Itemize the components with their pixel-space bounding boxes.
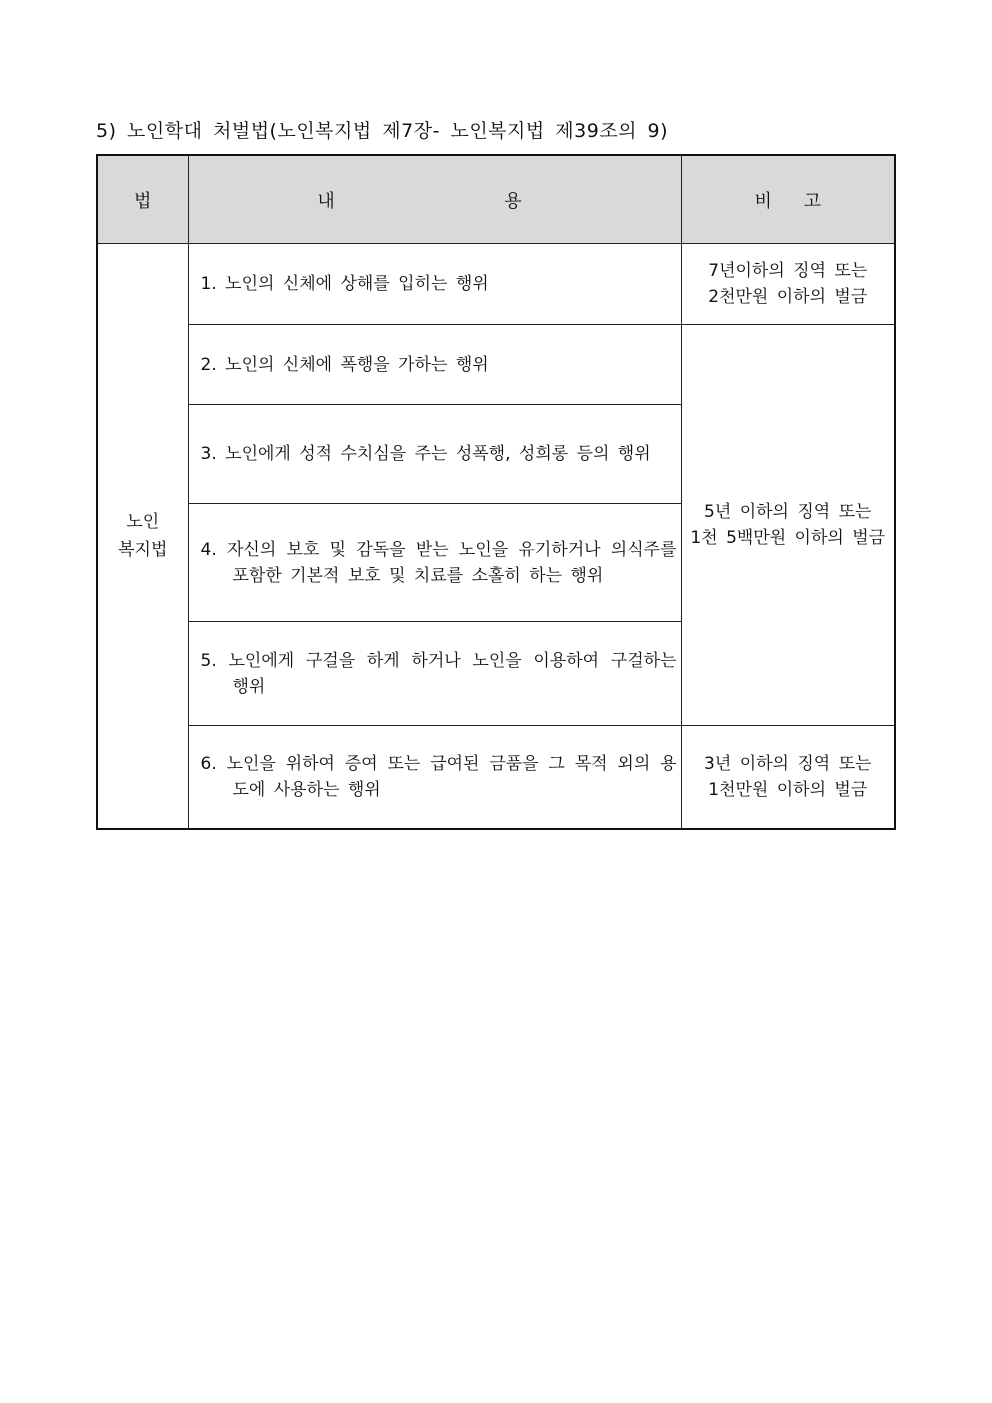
table-row (97, 244, 895, 325)
penalty-2-line-2: 1천 5백만원 이하의 벌금 (690, 528, 886, 548)
offense-item-2 (201, 352, 677, 378)
penalty-cell-2 (681, 325, 895, 726)
offense-text-1: 노인의 신체에 상해를 입히는 행위 (225, 274, 489, 294)
offense-item-3 (201, 441, 677, 467)
law-name-line-1: 노인 (126, 511, 160, 532)
law-name-line-2: 복지법 (118, 539, 168, 560)
header-content (188, 155, 681, 244)
offense-text-3: 노인에게 성적 수치심을 주는 성폭행, 성희롱 등의 행위 (225, 444, 651, 464)
header-content-label: 내 용 (317, 190, 552, 212)
offense-number-4: 4. (200, 539, 217, 560)
offense-text-2: 노인의 신체에 폭행을 가하는 행위 (225, 354, 489, 375)
offense-cell-1 (188, 244, 681, 325)
table-row (97, 726, 895, 829)
law-name-cell (97, 244, 188, 829)
offense-number-5: 5. (200, 650, 217, 671)
section-title: 5) 노인학대 처벌법(노인복지법 제7장- 노인복지법 제39조의 9) (96, 120, 669, 142)
penalty-3-line-2: 1천만원 이하의 벌금 (708, 779, 868, 800)
table-header-row (97, 155, 895, 244)
offense-cell-2 (188, 325, 681, 405)
header-note-label: 비 고 (754, 190, 821, 212)
offense-number-1: 1. (200, 274, 217, 294)
header-note (681, 155, 895, 244)
offense-item-5 (201, 648, 677, 700)
table-row (97, 325, 895, 405)
offense-number-3: 3. (200, 444, 217, 464)
offense-number-6: 6. (200, 753, 217, 774)
penalty-table (96, 154, 896, 830)
offense-number-2: 2. (200, 354, 217, 375)
offense-text-5: 노인에게 구걸을 하게 하거나 노인을 이용하여 구걸하는 행위 (228, 650, 677, 697)
penalty-1-line-2: 2천만원 이하의 벌금 (708, 287, 868, 307)
penalty-1-line-1: 7년이하의 징역 또는 (708, 261, 868, 281)
penalty-2-line-1: 5년 이하의 징역 또는 (704, 502, 872, 522)
offense-item-4 (201, 537, 677, 589)
offense-cell-5 (188, 622, 681, 726)
offense-cell-4 (188, 504, 681, 622)
penalty-cell-1 (681, 244, 895, 325)
penalty-cell-3 (681, 726, 895, 829)
penalty-3-line-1: 3년 이하의 징역 또는 (704, 753, 872, 774)
offense-cell-6 (188, 726, 681, 829)
offense-item-1 (201, 271, 677, 297)
offense-item-6 (201, 751, 677, 803)
offense-text-4: 자신의 보호 및 감독을 받는 노인을 유기하거나 의식주를 포함한 기본적 보호 및 치료를 소홀히 하는 행위 (227, 539, 677, 586)
header-law: 법 (97, 155, 188, 244)
offense-cell-3 (188, 405, 681, 504)
offense-text-6: 노인을 위하여 증여 또는 급여된 금품을 그 목적 외의 용도에 사용하는 행위 (226, 753, 677, 800)
